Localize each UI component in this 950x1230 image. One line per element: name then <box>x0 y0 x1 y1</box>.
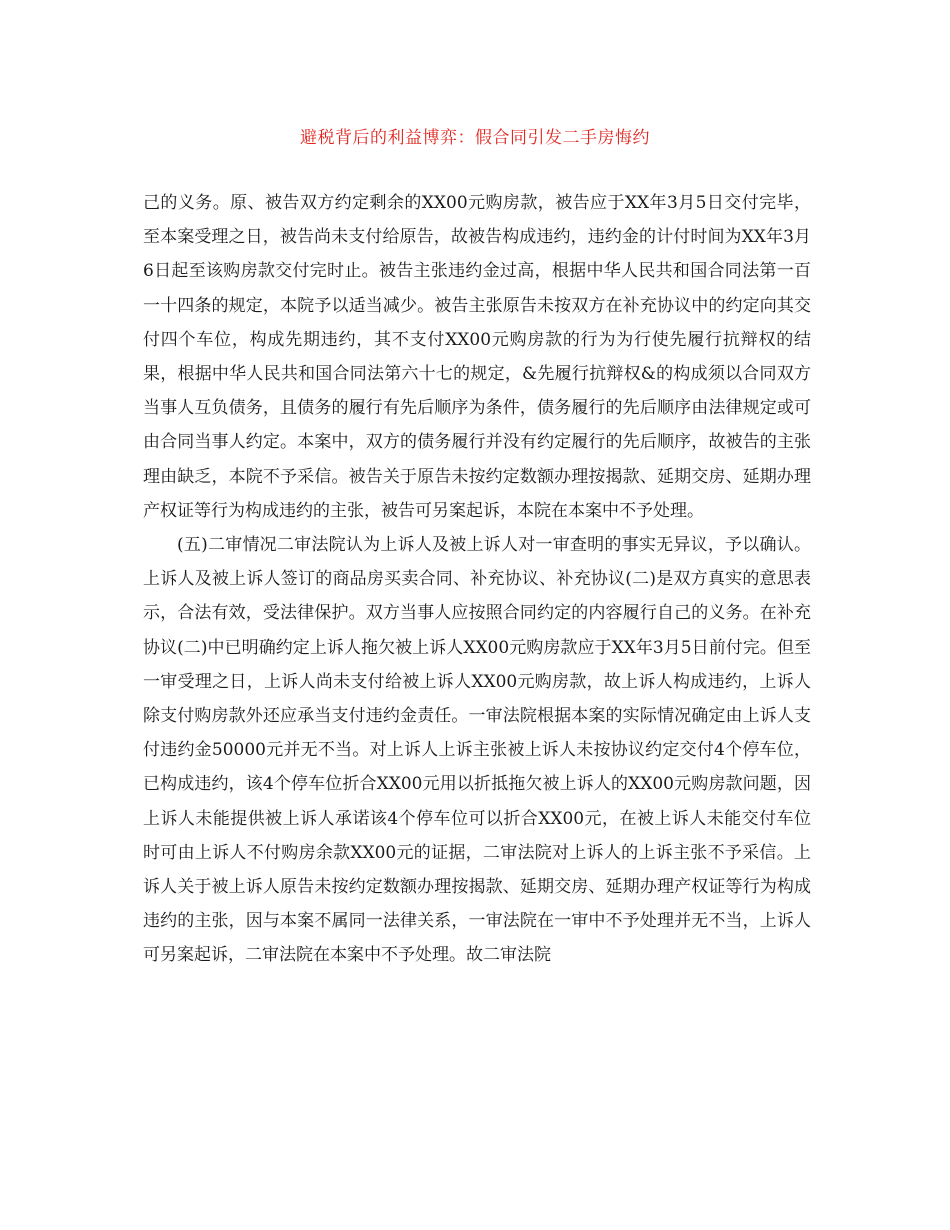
document-body <box>143 186 811 973</box>
document-title: 避税背后的利益博弈：假合同引发二手房悔约 <box>300 128 650 148</box>
body-paragraph: (五)二审情况二审法院认为上诉人及被上诉人对一审查明的事实无异议，予以确认。上诉人及被上诉人签订的商品房买卖合同、补充协议、补充协议(二)是双方真实的意思表示，合法有效，受法律保护。双方当事人应按照合同约定的内容履行自己的义务。在补充协议(二)中已明确约定上诉人拖欠被上诉人XX00元购房款应于XX年3月5日前付完。但至一审受理之日，上诉人尚未支付给被上诉人XX00元购房款，故上诉人构成违约，上诉人除支付购房款外还应承当支付违约金责任。一审法院根据本案的实际情况确定由上诉人支付违约金50000元并无不当。对上诉人上诉主张被上诉人未按协议约定交付4个停车位，已构成违约，该4个停车位折合XX00元用以折抵拖欠被上诉人的XX00元购房款问题，因上诉人未能提供被上诉人承诺该4个停车位可以折合XX00元，在被上诉人未能交付车位时可由上诉人不付购房余款XX00元的证据，二审法院对上诉人的上诉主张不予采信。上诉人关于被上诉人原告未按约定数额办理按揭款、延期交房、延期办理产权证等行为构成违约的主张，因与本案不属同一法律关系，一审法院在一审中不予处理并无不当，上诉人可另案起诉，二审法院在本案中不予处理。故二审法院 <box>143 535 811 966</box>
body-paragraph: 己的义务。原、被告双方约定剩余的XX00元购房款，被告应于XX年3月5日交付完毕，至本案受理之日，被告尚未支付给原告，故被告构成违约，违约金的计付时间为XX年3月6日起至该购房款交付完时止。被告主张违约金过高，根据中华人民共和国合同法第一百一十四条的规定，本院予以适当减少。被告主张原告未按双方在补充协议中的约定向其交付四个车位，构成先期违约，其不支付XX00元购房款的行为为行使先履行抗辩权的结果，根据中华人民共和国合同法第六十七的规定，&先履行抗辩权&的构成须以合同双方当事人互负债务，且债务的履行有先后顺序为条件，债务履行的先后顺序由法律规定或可由合同当事人约定。本案中，双方的债务履行并没有约定履行的先后顺序，故被告的主张理由缺乏，本院不予采信。被告关于原告未按约定数额办理按揭款、延期交房、延期办理产权证等行为构成违约的主张，被告可另案起诉，本院在本案中不予处理。 <box>143 193 811 521</box>
